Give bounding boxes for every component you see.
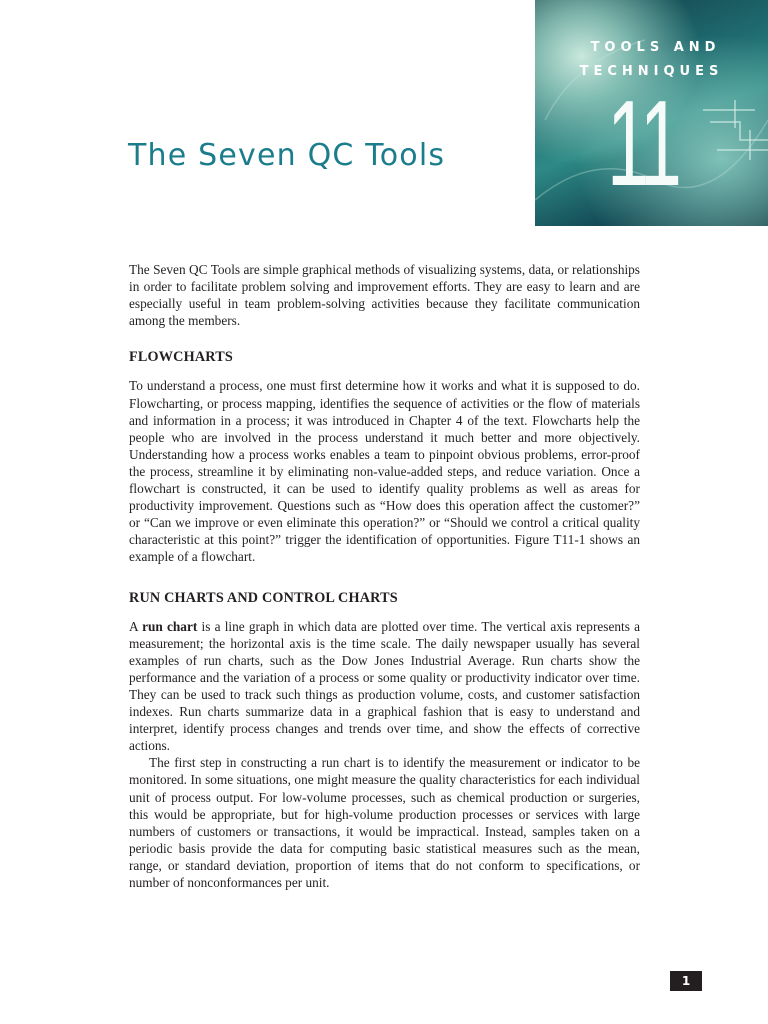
page-number: 1 (670, 971, 702, 991)
section-heading-flowcharts: FLOWCHARTS (129, 349, 233, 366)
section-heading-run-charts: RUN CHARTS AND CONTROL CHARTS (129, 589, 398, 606)
text-span: A (129, 618, 143, 634)
section-kicker: TECHNIQUES (579, 64, 724, 79)
chapter-number: 11 (607, 75, 679, 211)
chapter-header-image (535, 0, 768, 226)
body-text (129, 261, 640, 891)
run-chart-paragraph (129, 618, 640, 755)
intro-paragraph: The Seven QC Tools are simple graphical methods of visualizing systems, data, or relationships in order to facilitate problem solving and improvement efforts. They are easy to learn and are especially useful in team problem-solving activities because they facilitate communication among the members. (129, 262, 640, 329)
chapter-title: The Seven QC Tools (128, 138, 446, 173)
term-run-chart: run chart (142, 618, 198, 634)
text-span: is a line graph in which data are plotted over time. The vertical axis represents a measurement; the horizontal axis is the time scale. The daily newspaper usually has several examples of run charts, such as the Dow Jones Industrial Average. Run charts show the performance and the variation of a process or some quality or productivity indicator over time. They can be used to track such things as production volume, costs, and customer satisfaction indexes. Run charts summarize data in a graphical fashion that is easy to understand and interpret, identify process changes and trends over time, and show the effects of corrective actions. (129, 618, 640, 754)
run-chart-steps-paragraph: The first step in constructing a run chart is to identify the measurement or indicator to be monitored. In some situations, one might measure the quality characteristics for each individual unit of process output. For low-volume processes, such as chemical production or surgeries, this would be appropriate, but for high-volume production processes or services with large numbers of customers or transactions, it would be impractical. Instead, samples taken on a periodic basis provide the data for computing basic statistical measures such as the mean, range, or standard deviation, proportion of items that do not conform to specifications, or number of nonconformances per unit. (129, 755, 640, 890)
flowcharts-paragraph: To understand a process, one must first determine how it works and what it is supposed to do. Flowcharting, or process mapping, identifies the sequence of activities or the flow of materials and information in a process; it was introduced in Chapter 4 of the text. Flowcharts help the people who are involved in the process understand it much better and more objectively. Understanding how a process works enables a team to pinpoint obvious problems, error-proof the process, streamline it by eliminating non-value-added steps, and reduce variation. Once a flowchart is constructed, it can be used to identify quality problems as well as areas for productivity improvement. Questions such as “How does this operation affect the customer?” or “Can we improve or even eliminate this operation?” or “Should we control a critical quality characteristic at this point?” trigger the identification of opportunities. Figure T11-1 shows an example of a flowchart. (129, 378, 640, 565)
section-kicker: TOOLS AND (590, 40, 721, 55)
